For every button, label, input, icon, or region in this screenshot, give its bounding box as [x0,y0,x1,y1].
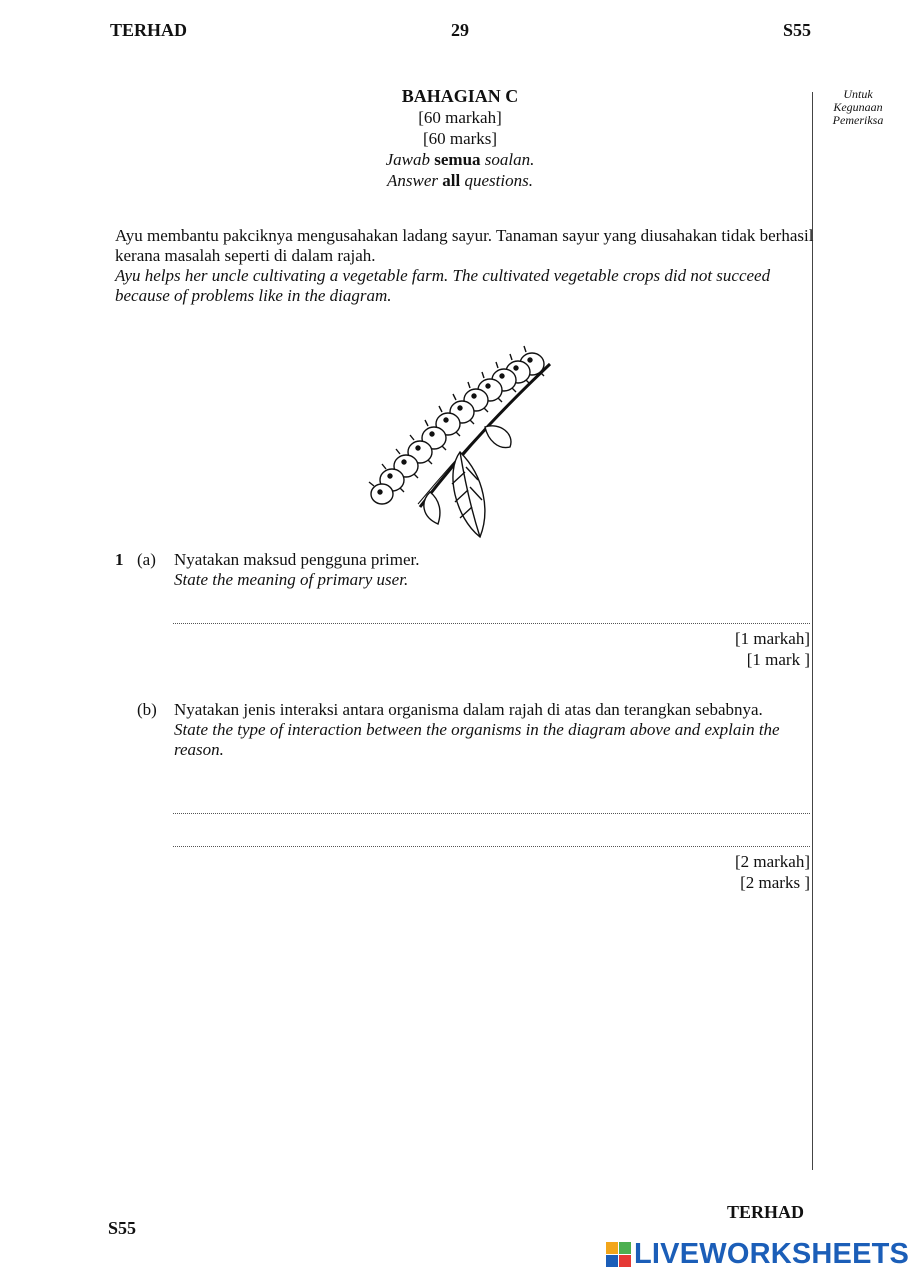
header-right: S55 [783,20,812,40]
liveworksheets-logo-icon [606,1242,631,1267]
question-number: 1 [115,550,124,569]
section-marks-en: [60 marks] [422,129,498,148]
instruction-en: Answer all questions. [387,171,533,190]
section-heading [300,86,620,191]
section-title: BAHAGIAN C [401,86,519,106]
intro-paragraph [115,226,815,306]
footer-left: S55 [108,1218,137,1238]
question-b-ms: Nyatakan jenis interaksi antara organisma dalam rajah di atas dan terangkan sebabnya. [174,700,763,719]
footer-right: TERHAD [727,1202,805,1222]
question-a-text [174,550,804,590]
instruction-ms: Jawab semua soalan. [385,150,535,169]
marks-b: [2 markah] [2 marks ] [734,852,810,892]
intro-en: Ayu helps her uncle cultivating a vegetable farm. The cultivated vegetable crops did not succeed because of problems like in the diagram. [115,266,771,305]
marks-a: [1 markah] [1 mark ] [734,629,810,669]
liveworksheets-watermark [606,1238,909,1271]
header-left: TERHAD [110,20,188,40]
section-marks-ms: [60 markah] [418,108,502,127]
answer-line-b1[interactable] [173,813,810,814]
question-b-en: State the type of interaction between the organisms in the diagram above and explain the reason. [174,720,780,759]
answer-line-b2[interactable] [173,846,810,847]
examiner-use-label: Untuk Kegunaan Pemeriksa [832,87,884,127]
question-a-ms: Nyatakan maksud pengguna primer. [174,550,420,569]
question-b-text [174,700,804,760]
question-a-label: (a) [137,550,156,569]
question-b-label: (b) [137,700,157,719]
page-number: 29 [451,20,469,40]
question-a-en: State the meaning of primary user. [174,570,409,589]
watermark-text: LIVEWORKSHEETS [634,1238,910,1270]
intro-ms: Ayu membantu pakciknya mengusahakan ladang sayur. Tanaman sayur yang diusahakan tidak berhasil kerana masalah seperti di dalam rajah. [115,226,814,265]
answer-line-a[interactable] [173,623,810,624]
caterpillar-diagram [360,342,560,542]
